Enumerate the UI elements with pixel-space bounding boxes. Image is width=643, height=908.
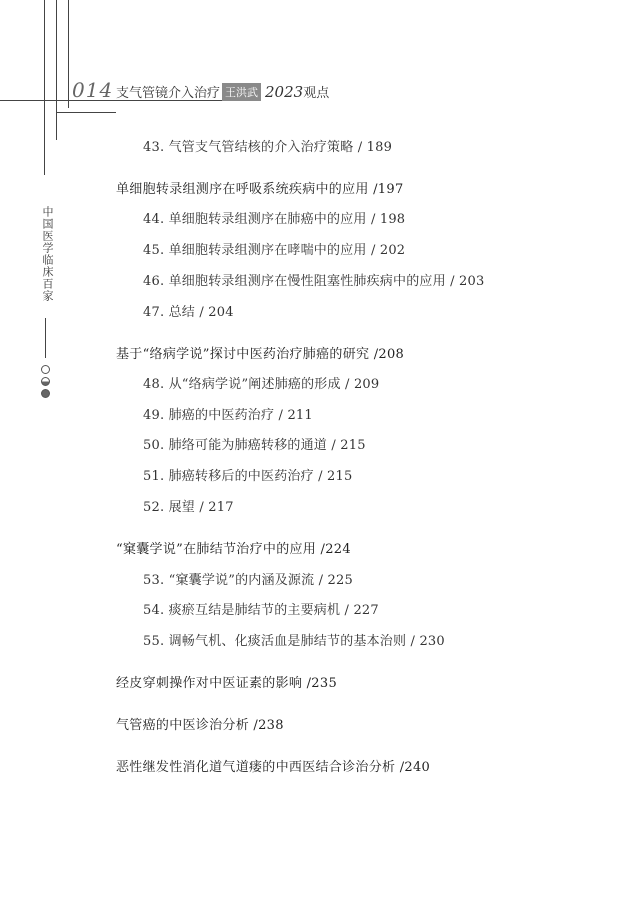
toc-section[interactable]: 基于“络病学说”探讨中医药治疗肺癌的研究 /208 [116,347,405,362]
toc-section[interactable]: 经皮穿刺操作对中医证素的影响 /235 [116,676,338,691]
toc-section[interactable]: 气管癌的中医诊治分析 /238 [116,718,284,733]
side-divider-top [45,318,46,358]
toc-item[interactable]: 49. 肺癌的中医药治疗 / 211 [143,408,313,423]
side-circle-empty-icon [41,365,50,374]
toc-item[interactable]: 46. 单细胞转录组测序在慢性阻塞性肺疾病中的应用 / 203 [143,274,485,289]
toc-section[interactable]: 恶性继发性消化道气道瘘的中西医结合诊治分析 /240 [116,760,431,775]
toc-item[interactable]: 44. 单细胞转录组测序在肺癌中的应用 / 198 [143,212,406,227]
toc-item[interactable]: 48. 从“络病学说”阐述肺癌的形成 / 209 [143,377,380,392]
frame-line-vertical-1 [44,0,45,175]
frame-line-vertical-2 [56,0,57,140]
toc-section[interactable]: “窠囊学说”在肺结节治疗中的应用 /224 [116,542,351,557]
toc-item[interactable]: 55. 调畅气机、化痰活血是肺结节的基本治则 / 230 [143,634,445,649]
toc-item[interactable]: 45. 单细胞转录组测序在哮喘中的应用 / 202 [143,243,406,258]
toc-section[interactable]: 单细胞转录组测序在呼吸系统疾病中的应用 /197 [116,182,404,197]
running-header [116,82,329,101]
frame-line-horizontal-2 [56,112,116,113]
author-badge: 王洪武 [222,83,261,101]
side-circle-half-icon [41,377,50,386]
year: 2023 [265,82,304,101]
toc-item[interactable]: 43. 气管支气管结核的介入治疗策略 / 189 [143,140,393,155]
toc-item[interactable]: 51. 肺癌转移后的中医药治疗 / 215 [143,469,353,484]
toc-item[interactable]: 47. 总结 / 204 [143,305,234,320]
toc-item[interactable]: 54. 痰瘀互结是肺结节的主要病机 / 227 [143,603,379,618]
toc-item[interactable]: 53. “窠囊学说”的内涵及源流 / 225 [143,573,353,588]
frame-line-vertical-3 [68,0,69,108]
book-title: 支气管镜介入治疗 [116,86,221,101]
side-series-label: 中国医学临床百家 [41,206,54,302]
toc-item[interactable]: 50. 肺络可能为肺癌转移的通道 / 215 [143,438,366,453]
page-number: 014 [72,78,114,102]
viewpoint-label: 观点 [303,86,330,101]
toc-item[interactable]: 52. 展望 / 217 [143,500,234,515]
side-circle-filled-icon [41,389,50,398]
